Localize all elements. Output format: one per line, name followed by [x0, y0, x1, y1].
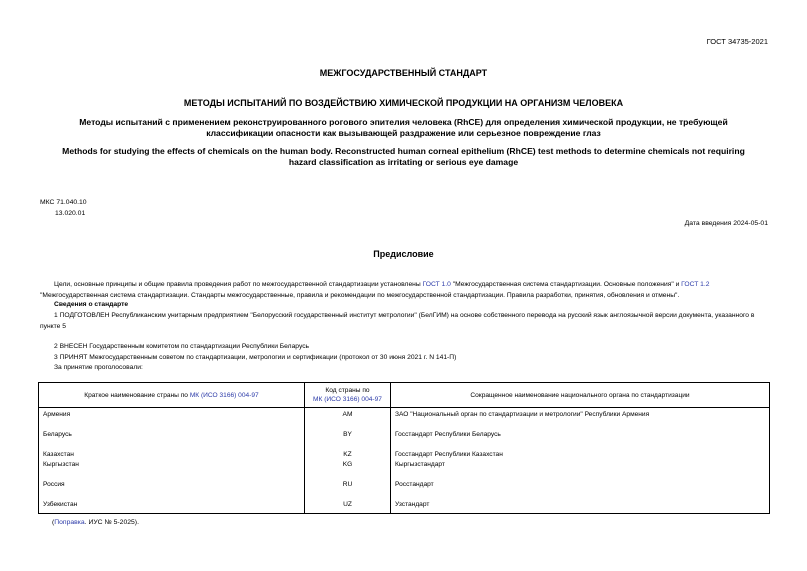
- amendment-note: [52, 519, 139, 526]
- table-cell-country: Беларусь: [43, 431, 72, 438]
- subtitle-russian-line2: классификации опасности как вызывающей раздражение или серьезное повреждение глаз: [206, 128, 601, 138]
- table-cell-country: Казахстан: [43, 451, 74, 458]
- column-header-country: [39, 383, 305, 408]
- column-header-body: Сокращенное наименование национального органа по стандартизации: [391, 383, 770, 408]
- table-cell-code: BY: [343, 431, 352, 438]
- voted-for-label: За принятие проголосовали:: [54, 364, 143, 371]
- mk-iso-3166-link[interactable]: МК (ИСО 3166) 004-97: [189, 391, 259, 399]
- standard-info-heading: Сведения о стандарте: [54, 301, 129, 308]
- table-cell-body: Госстандарт Республики Беларусь: [395, 431, 501, 438]
- table-cell-body: Росстандарт: [395, 481, 434, 488]
- preface-heading: Предисловие: [373, 249, 434, 259]
- preface-text-a: Цели, основные принципы и общие правила проведения работ по межгосударственной стандартизации установлены: [54, 281, 423, 288]
- subtitle-russian-line1: Методы испытаний с применением реконструированного рогового эпителия человека (RhCE) для определения химической продукции, не требующей: [79, 117, 728, 127]
- amendment-link[interactable]: Поправка: [54, 519, 85, 526]
- table-cell-country: Россия: [43, 481, 65, 488]
- standard-type: МЕЖГОСУДАРСТВЕННЫЙ СТАНДАРТ: [319, 68, 488, 78]
- submitted-by-paragraph: 2 ВНЕСЕН Государственным комитетом по стандартизации Республики Беларусь: [54, 343, 310, 350]
- mk-iso-3166-code-link[interactable]: МК (ИСО 3166) 004-97: [313, 396, 382, 403]
- voting-countries-table: [38, 382, 770, 514]
- amendment-text: . ИУС № 5-2025).: [84, 519, 139, 526]
- table-cell-body: Кыргызстандарт: [395, 461, 445, 468]
- document-title: МЕТОДЫ ИСПЫТАНИЙ ПО ВОЗДЕЙСТВИЮ ХИМИЧЕСКОЙ ПРОДУКЦИИ НА ОРГАНИЗМ ЧЕЛОВЕКА: [183, 98, 624, 108]
- column-header-code-text: Код страны по: [325, 387, 370, 394]
- code-column: [305, 408, 391, 514]
- prepared-by-paragraph: 1 ПОДГОТОВЛЕН Республиканским унитарным предприятием "Белорусский государственный институт метрологии" (БелГИМ) на основе собственного перевода на русский язык англоязычной версии документа, указанного в пункте 5: [40, 312, 755, 330]
- table-body-row: [39, 408, 770, 514]
- table-cell-code: AM: [342, 411, 353, 418]
- preface-paragraph: [40, 279, 770, 301]
- table-cell-body: Узстандарт: [395, 501, 430, 508]
- table-cell-country: Армения: [43, 411, 71, 418]
- standards-body-column: [391, 408, 770, 514]
- table-cell-country: Кыргызстан: [43, 461, 79, 468]
- country-column: [39, 408, 305, 514]
- subtitle-english-line1: Methods for studying the effects of chemicals on the human body. Reconstructed human corneal epithelium (RhCE) test methods to determine chemicals not requiring: [62, 146, 745, 156]
- preface-text-b: "Межгосударственная система стандартизации. Основные положения" и: [450, 281, 682, 288]
- table-cell-body: ЗАО "Национальный орган по стандартизации и метрологии" Республики Армения: [395, 411, 650, 418]
- column-header-country-text: Краткое наименование страны по: [84, 391, 190, 399]
- document-number: ГОСТ 34735-2021: [706, 37, 768, 46]
- classification-codes: [40, 197, 87, 219]
- introduction-date: Дата введения 2024-05-01: [684, 220, 768, 227]
- table-cell-code: KG: [342, 461, 353, 468]
- subtitle-english-line2: hazard classification as irritating or serious eye damage: [288, 157, 519, 167]
- table-cell-country: Узбекистан: [43, 501, 78, 508]
- column-header-code: [305, 383, 391, 408]
- subtitle-english: [40, 146, 767, 168]
- gost-1-2-link[interactable]: ГОСТ 1.2: [681, 281, 710, 288]
- adopted-by-paragraph: 3 ПРИНЯТ Межгосударственным советом по стандартизации, метрологии и сертификации (протокол от 30 июня 2021 г. N 141-П): [54, 354, 457, 361]
- subtitle-russian: [40, 117, 767, 139]
- table-cell-code: UZ: [343, 501, 352, 508]
- gost-1-0-link[interactable]: ГОСТ 1.0: [422, 281, 451, 288]
- preface-text-c: "Межгосударственная система стандартизации. Стандарты межгосударственные, правила и рекомендации по межгосударственной стандартизации. Правила разработки, принятия, обновления и отмены".: [40, 292, 680, 299]
- table-header-row: [39, 383, 770, 408]
- table-cell-code: RU: [342, 481, 353, 488]
- table-cell-body: Госстандарт Республики Казахстан: [395, 451, 503, 458]
- table-cell-code: KZ: [343, 451, 352, 458]
- mks-code: МКС 71.040.10: [40, 199, 87, 206]
- mks-code-secondary: 13.020.01: [55, 210, 86, 217]
- amendment-paren: (: [52, 519, 55, 526]
